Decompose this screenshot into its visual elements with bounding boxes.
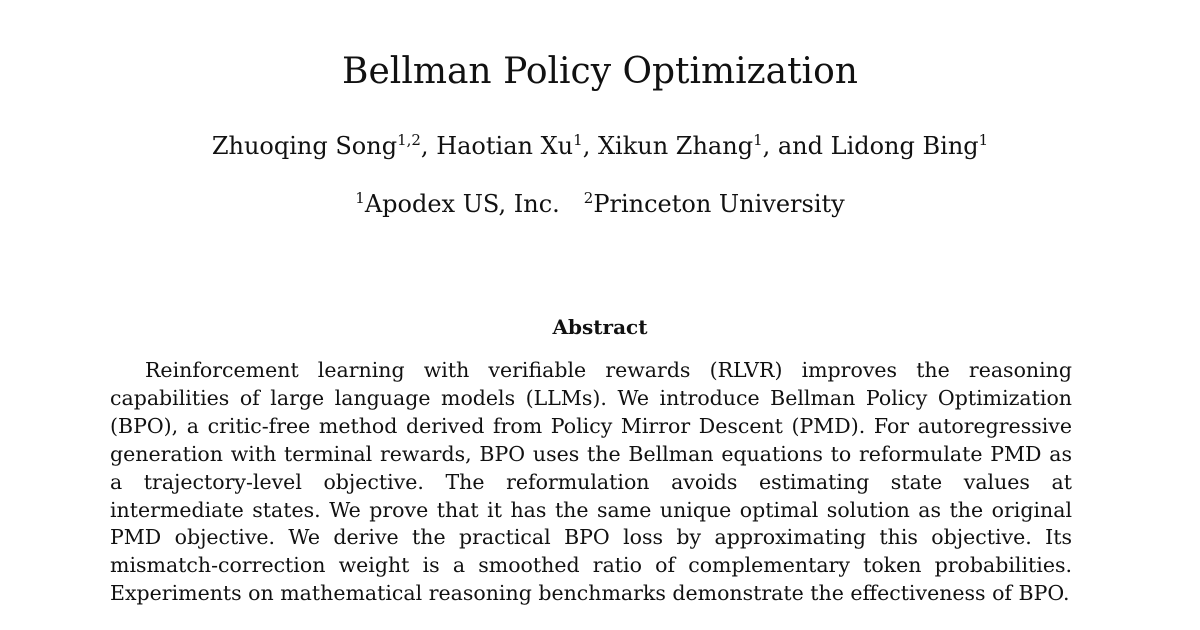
author-name: Haotian Xu: [436, 132, 574, 160]
author-affiliation-mark: 1: [573, 131, 583, 149]
author-name: Lidong Bing: [830, 132, 979, 160]
affiliation-list: [0, 188, 1200, 220]
paper-title: Bellman Policy Optimization: [342, 51, 858, 92]
author-list: [0, 130, 1200, 162]
author-name: Xikun Zhang: [597, 132, 754, 160]
author-affiliation-mark: 1: [753, 131, 763, 149]
author-name: Zhuoqing Song: [211, 132, 398, 160]
affiliation-name: Princeton University: [593, 190, 845, 218]
abstract-body: Reinforcement learning with verifiable rewards (RLVR) improves the reasoning capabilities of large language models (LLMs). We introduce Bellman Policy Optimization (BPO), a critic-free method derived from Policy Mirror Descent (PMD). For autoregressive generation with terminal rewards, BPO uses the Bellman equations to reformulate PMD as a trajectory-level objective. The reformulation avoids estimating state values at intermediate states. We prove that it has the same unique optimal solution as the original PMD objective. We derive the practical BPO loss by approximating this objective. Its mismatch-correction weight is a smoothed ratio of complementary token probabilities. Experiments on mathematical reasoning benchmarks demonstrate the effectiveness of BPO.: [110, 358, 1072, 606]
abstract-heading: Abstract: [552, 315, 648, 339]
author-separator: , and: [762, 132, 831, 160]
affiliation-name: Apodex US, Inc.: [364, 190, 560, 218]
author-separator: ,: [582, 132, 598, 160]
affiliation-mark: 2: [583, 189, 594, 207]
author-affiliation-mark: 1: [978, 131, 989, 149]
affiliation-mark: 1: [355, 189, 365, 207]
author-separator: ,: [420, 132, 437, 160]
author-affiliation-mark: 1,2: [397, 131, 421, 149]
